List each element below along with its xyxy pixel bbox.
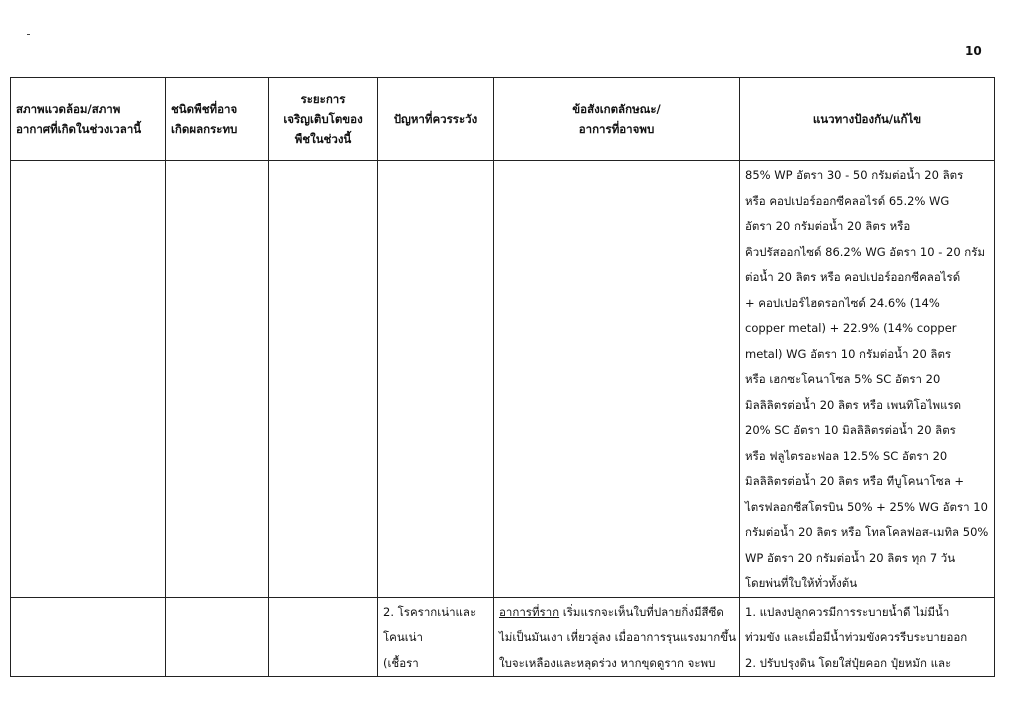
prevention-line: WP อัตรา 20 กรัมต่อน้ำ 20 ลิตร ทุก 7 วัน [745, 550, 956, 565]
symptom-line: ใบจะเหลืองและหลุดร่วง หากขุดดูราก จะพบ [499, 655, 716, 670]
cell-problem [378, 597, 494, 677]
scan-speck [27, 34, 30, 35]
prevention-line: มิลลิลิตรต่อน้ำ 20 ลิตร หรือ เพนทิโอไพแรด [745, 397, 962, 412]
cell-growth-stage [269, 597, 378, 677]
prevention-line: คิวปรัสออกไซด์ 86.2% WG อัตรา 10 - 20 กรัม [745, 244, 986, 259]
prevention-line: 85% WP อัตรา 30 - 50 กรัมต่อน้ำ 20 ลิตร [745, 168, 964, 182]
page-number: 10 [965, 44, 982, 58]
prevention-line: ท่วมขัง และเมื่อมีน้ำท่วมขังควรรีบระบายออก [745, 630, 968, 644]
table-header-row [11, 78, 995, 161]
symptom-line: ไม่เป็นมันเงา เหี่ยวลู่ลง เมื่ออาการรุนแรงมากขึ้น [499, 630, 736, 644]
problem-line: โคนเน่า [383, 630, 423, 644]
cell-symptom [494, 597, 740, 677]
header-symptoms: ข้อสังเกตลักษณะ/ อาการที่อาจพบ [494, 78, 740, 161]
prevention-line: 2. ปรับปรุงดิน โดยใส่ปุ๋ยคอก ปุ๋ยหมัก และ [745, 655, 952, 670]
header-environment: สภาพแวดล้อม/สภาพ อากาศที่เกิดในช่วงเวลานี้ [11, 78, 166, 161]
prevention-line: อัตรา 20 กรัมต่อน้ำ 20 ลิตร หรือ [745, 219, 911, 233]
prevention-line: โดยพ่นที่ใบให้ทั่วทั้งต้น [745, 576, 858, 590]
cell-symptom [494, 161, 740, 598]
pest-advisory-table [10, 77, 995, 677]
prevention-line: + คอปเปอร์ไฮดรอกไซด์ 24.6% (14% [745, 295, 940, 310]
table-row [11, 597, 995, 677]
header-problems: ปัญหาที่ควรระวัง [378, 78, 494, 161]
cell-problem [378, 161, 494, 598]
prevention-line: 20% SC อัตรา 10 มิลลิลิตรต่อน้ำ 20 ลิตร [745, 423, 956, 437]
problem-line: (เชื้อรา [383, 655, 419, 670]
problem-line: 2. โรครากเน่าและ [383, 604, 477, 619]
header-prevention: แนวทางป้องกัน/แก้ไข [740, 78, 995, 161]
prevention-line: metal) WG อัตรา 10 กรัมต่อน้ำ 20 ลิตร [745, 346, 952, 361]
prevention-line: copper metal) + 22.9% (14% copper [745, 321, 957, 335]
prevention-line: กรัมต่อน้ำ 20 ลิตร หรือ โทลโคลฟอส-เมทิล 50% [745, 525, 989, 539]
cell-growth-stage [269, 161, 378, 598]
cell-prevention [740, 597, 995, 677]
prevention-line: ไตรฟลอกซีสโตรบิน 50% + 25% WG อัตรา 10 [745, 499, 988, 514]
prevention-line: มิลลิลิตรต่อน้ำ 20 ลิตร หรือ ทีบูโคนาโซล + [745, 474, 965, 488]
prevention-line: หรือ ฟลูไตรอะฟอล 12.5% SC อัตรา 20 [745, 448, 948, 463]
prevention-line: หรือ เฮกซะโคนาโซล 5% SC อัตรา 20 [745, 372, 941, 386]
symptom-line: อาการที่ราก เริ่มแรกจะเห็นใบที่ปลายกิ่งมีสีซีด [499, 604, 724, 619]
table-row [11, 161, 995, 598]
cell-prevention [740, 161, 995, 598]
symptom-label: อาการที่ราก [499, 604, 560, 619]
prevention-line: หรือ คอปเปอร์ออกซีคลอไรด์ 65.2% WG [745, 193, 950, 208]
cell-crop [166, 597, 269, 677]
prevention-line: 1. แปลงปลูกควรมีการระบายน้ำดี ไม่มีน้ำ [745, 604, 950, 619]
cell-environment [11, 597, 166, 677]
cell-environment [11, 161, 166, 598]
header-growth-stage: ระยะการ เจริญเติบโตของ พืชในช่วงนี้ [269, 78, 378, 161]
prevention-line: ต่อน้ำ 20 ลิตร หรือ คอปเปอร์ออกซีคลอไรด์ [745, 270, 961, 284]
header-affected-crop: ชนิดพืชที่อาจ เกิดผลกระทบ [166, 78, 269, 161]
cell-crop [166, 161, 269, 598]
